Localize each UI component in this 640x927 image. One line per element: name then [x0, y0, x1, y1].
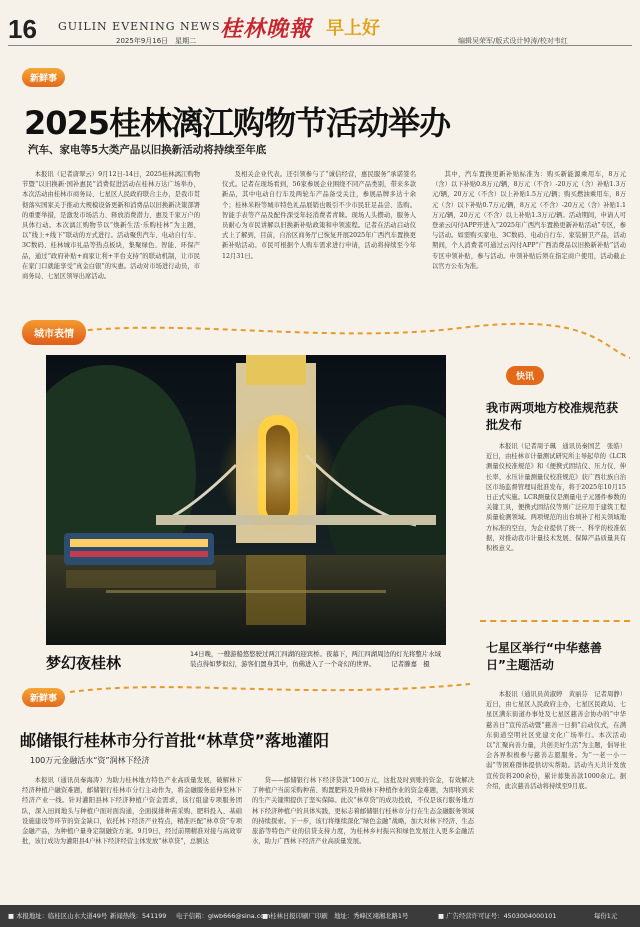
footer-bar	[0, 905, 640, 927]
page-number: 16	[8, 14, 37, 44]
bank-column-1: 本报讯（通讯员秦海涛）为助力桂林地方特色产业高质量发展，破解林下经济种植户融资难题，邮储银行桂林市分行主动作为，将金融服务延伸至林下经济产业一线。针对灌阳县林下经济种植户资金需求，该行组建专项服务团队，深入田间地头与种植户面对面沟通，全面摸排种苗采购、肥料投入、基础设施建设等环节的资金缺口，依托林下经济产业特点，精准匹配“林草贷”专项金融产品，为种植户量身定制融资方案。9月9日，经过前期精准对接与高效审批，该行成功为灌阳县4户林下经济经营主体发放“林草贷”，总额达	[22, 777, 242, 846]
bank-subheadline: 100万元金融活水“资”润林下经济	[30, 756, 150, 765]
photo-title: 梦幻夜桂林	[46, 654, 122, 672]
lead-subheadline: 汽车、家电等5大类产品以旧换新活动将持续至年底	[28, 144, 267, 156]
lead-tag: 新鲜事	[22, 68, 65, 87]
express-body: 本报讯（记者周子珮 通讯员秦国艺 张皓）近日，由桂林市计量测试研究所主导起草的《LCR测量仪校准规范》和《便携式固结仪、压力仪、伸长率、水压计量测量仪校准规范》获广西壮族自治区市场监督管理局批准发布，将于2025年10月15日正式实施。LCR测量仪是测量电子元器件参数的关键工具，便携式固结仪等则广泛应用于建筑工程质量检测领域。两项规范的出台填补了相关领域地方标准的空白，为企业提供了统一、科学的校准依据，对推动我市计量技术发展、保障产品质量具有积极意义。	[486, 443, 626, 553]
bank-headline: 邮储银行桂林市分行首批“林草贷”落地灌阳	[20, 731, 330, 750]
lead-headline: 2025桂林漓江购物节活动举办	[24, 104, 451, 142]
bank-tag: 新鲜事	[22, 688, 65, 707]
masthead	[0, 0, 640, 46]
lead-column-2: 及相关企业代表。还引领参与了“诚信经营，惠民服务”承诺签名仪式。记者在现场看到，56家参展企业围绕不同产品类别，带来多款新品，其中电动自行车及两轮车产品备受关注，参展品牌多达十余个；桂林米粉等城市特色礼品展销也吸引不少市民驻足品尝、选购。智能手表等产品及配件深受年轻消费者青睐。现场人头攒动，服务人员耐心为市民讲解以旧换新补贴政策和申领流程。记者在活动启动仪式上了解到，目前，自治区商务厅已恢复开展2025年广西汽车置换更新补贴活动。市民可根据个人购车需求进行申请，活动将持续至今年12月31日。	[222, 171, 416, 260]
slogan: 早上好	[326, 18, 380, 39]
issue-date: 2025年9月16日 星期二	[116, 37, 197, 45]
footer-print: ■ 桂林日报印刷厂印刷 地址：秀峰区翊湘北路1号	[262, 912, 409, 920]
footer-phone: 新闻热线：541199	[110, 912, 167, 920]
express-divider	[480, 620, 630, 622]
header-rule	[8, 45, 632, 46]
lead-column-3: 其中，汽车置换更新补贴标准为：购买新能源乘用车，8万元（含）以下补贴0.8万元/辆，8万元（不含）-20万元（含）补贴1.3万元/辆，20万元（不含）以上补贴1.5万元/辆；购买燃油乘用车，8万元（含）以下补贴0.7万元/辆，8万元（不含）-20万元（含）补贴1.1万元/辆，20万元（不含）以上补贴1.3万元/辆。活动期间，申请人可登录云闪付APP开进入“2025年广西汽车置换更新补贴活动”专区，参与活动。如需购买家电、3C数码、电动自行车、家装厨卫产品，活动期间，个人消费者可通过云闪付APP“广西消费品以旧换新补贴”活动专区申领补贴，参与活动。申领补贴后须在指定商户使用，活动截止以官方公布为准。	[432, 171, 626, 270]
express-headline: 我市两项地方校准规范获批发布	[486, 401, 619, 432]
dashed-divider-bottom	[0, 676, 480, 706]
qixing-body: 本报讯（通讯员黄淑婷 黄丽芬 记者周静）近日，由七星区人民政府主办，七星区民政局、七星区满东街道办事处及七星区慈善会协办的“中华慈善日”宣传活动暨“慈善一日捐”启动仪式，在满东街道空明社区党建文化广场举行。本次活动以“汇聚向善力量，共创美好生活”为主题，倡导社会各界积极参与慈善志愿服务。为“一老一小一弱”等困难群体提供切实帮助。活动当天共计发放宣传资料200余份，累计募集善款1000余元。据介绍，此次慈善活动将持续至9月底。	[486, 691, 626, 790]
qixing-headline: 七星区举行“中华慈善日”主题活动	[486, 641, 602, 672]
bank-column-2: 贷——邮储银行林下经济贷款”100万元，这批及时到账的资金，有效解决了种植户当前采购种苗、购置肥料及升级林下种植作业的资金难题，为即将到来的生产关键期提供了坚实保障。此次“林草贷”的成功投放，不仅是该行服务地方林下经济种植户的具体实践，更标志着邮储银行桂林市分行在生态金融服务领域的持续探索。下一步，该行将继续深化“绿色金融”战略，加大对林下经济、生态旅游等特色产业的信贷支持力度，为桂林乡村振兴和绿色发展注入更多金融活水，助力广西林下经济产业高质量发展。	[252, 777, 474, 846]
night-bridge-photo	[46, 355, 446, 645]
city-expression-tag: 城市表情	[22, 320, 86, 345]
lead-column-1: 本报讯（记者唐翠云）9月12日-14日，2025桂林漓江购物节暨“以旧换新·国补惠民”消费促进活动在桂林万达广场举办，本次活动由桂林市商务局、七星区人民政府联合主办，是我市贯彻落实国家关于推动大规模设备更新和消费品以旧换新决策部署的重要举措，是激发市场活力、释放消费潜力、惠及千家万户的具体行动。本次漓江购物节以“焕新生活·乐购桂林”为主题，以“线上+线下”联动的方式进行。活动聚焦汽车、电动自行车、3C数码、桂林城市礼品等热点板块，集聚绿色、智能、环保产品，通过“政府补贴+商家让利+平台支持”的联动机制，让市民在家门口就能享受“真金白银”的实惠。活动对市场进行动员，市商务局、七星区领导出席活动。	[22, 171, 200, 281]
paper-name-en: GUILIN EVENING NEWS	[58, 20, 221, 33]
footer-email: 电子信箱：glwb666@sina.com	[176, 912, 271, 920]
footer-license: ■ 广告经营许可证号：4503004000101	[438, 912, 557, 920]
photo-caption: 14日晚，一艘游船悠悠驶过两江四湖的迎宾桥。夜幕下，两江四湖周边的灯光将整片水域装点得如梦似幻，游客们置身其中，仿佛进入了一个奇幻的世界。 记者滕嘉 摄	[190, 650, 441, 668]
editors-credit: 编辑吴荣军/版式设计钟涛/校对韦红	[458, 37, 568, 45]
footer-price: 每份1元	[594, 912, 618, 920]
express-tag: 快讯	[506, 366, 544, 385]
paper-logo: 桂林晚報	[220, 16, 313, 42]
footer-address: ■ 本报地址：临桂区山水大道49号	[8, 912, 108, 920]
